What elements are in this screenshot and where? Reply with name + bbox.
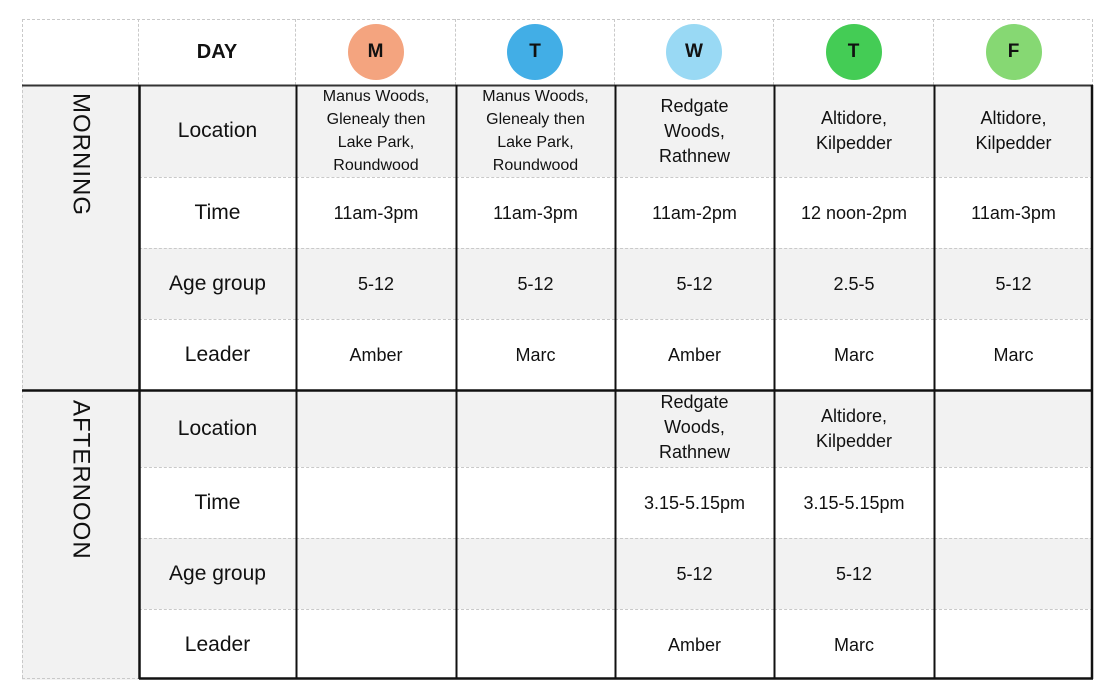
row-label-location-afternoon: Location — [139, 390, 296, 467]
header-corner-cell — [22, 19, 139, 85]
morning-location-mon: Manus Woods, Glenealy then Lake Park, Roundwood — [296, 85, 456, 177]
section-afternoon-title: AFTERNOON — [67, 400, 95, 560]
day-header-friday — [934, 19, 1093, 85]
morning-time-wed: 11am-2pm — [615, 177, 774, 248]
morning-time-tue: 11am-3pm — [456, 177, 615, 248]
morning-time-fri: 11am-3pm — [934, 177, 1093, 248]
morning-leader-wed: Amber — [615, 319, 774, 390]
morning-location-wed: Redgate Woods, Rathnew — [615, 85, 774, 177]
day-header-thursday — [774, 19, 934, 85]
morning-age-mon: 5-12 — [296, 248, 456, 319]
afternoon-leader-wed: Amber — [615, 609, 774, 680]
afternoon-age-fri — [934, 538, 1093, 609]
afternoon-time-wed: 3.15-5.15pm — [615, 467, 774, 538]
row-label-age-group: Age group — [139, 248, 296, 319]
morning-age-wed: 5-12 — [615, 248, 774, 319]
afternoon-location-wed: Redgate Woods, Rathnew — [615, 390, 774, 467]
afternoon-location-thu: Altidore, Kilpedder — [774, 390, 934, 467]
morning-age-tue: 5-12 — [456, 248, 615, 319]
schedule-table — [22, 19, 1093, 679]
afternoon-age-tue — [456, 538, 615, 609]
row-label-leader: Leader — [139, 319, 296, 390]
row-label-location: Location — [139, 85, 296, 177]
morning-leader-thu: Marc — [774, 319, 934, 390]
day-circle-thursday: T — [826, 24, 882, 80]
morning-time-thu: 12 noon-2pm — [774, 177, 934, 248]
afternoon-age-mon — [296, 538, 456, 609]
afternoon-leader-tue — [456, 609, 615, 680]
day-circle-monday: M — [348, 24, 404, 80]
row-label-time: Time — [139, 177, 296, 248]
afternoon-location-tue — [456, 390, 615, 467]
day-circle-wednesday: W — [666, 24, 722, 80]
morning-leader-fri: Marc — [934, 319, 1093, 390]
day-header-label: DAY — [139, 19, 296, 85]
day-circle-tuesday: T — [507, 24, 563, 80]
afternoon-leader-thu: Marc — [774, 609, 934, 680]
afternoon-time-mon — [296, 467, 456, 538]
day-header-tuesday — [456, 19, 615, 85]
afternoon-leader-fri — [934, 609, 1093, 680]
morning-location-fri: Altidore, Kilpedder — [934, 85, 1093, 177]
afternoon-age-wed: 5-12 — [615, 538, 774, 609]
row-label-leader-afternoon: Leader — [139, 609, 296, 680]
section-afternoon — [22, 390, 139, 680]
afternoon-leader-mon — [296, 609, 456, 680]
morning-location-tue: Manus Woods, Glenealy then Lake Park, Roundwood — [456, 85, 615, 177]
morning-location-thu: Altidore, Kilpedder — [774, 85, 934, 177]
morning-age-fri: 5-12 — [934, 248, 1093, 319]
section-morning — [22, 85, 139, 390]
day-header-monday — [296, 19, 456, 85]
afternoon-time-fri — [934, 467, 1093, 538]
section-morning-title: MORNING — [67, 93, 95, 216]
afternoon-location-fri — [934, 390, 1093, 467]
morning-leader-tue: Marc — [456, 319, 615, 390]
row-label-time-afternoon: Time — [139, 467, 296, 538]
afternoon-time-tue — [456, 467, 615, 538]
morning-leader-mon: Amber — [296, 319, 456, 390]
row-label-age-group-afternoon: Age group — [139, 538, 296, 609]
morning-age-thu: 2.5-5 — [774, 248, 934, 319]
afternoon-age-thu: 5-12 — [774, 538, 934, 609]
morning-time-mon: 11am-3pm — [296, 177, 456, 248]
afternoon-time-thu: 3.15-5.15pm — [774, 467, 934, 538]
day-header-wednesday — [615, 19, 774, 85]
day-circle-friday: F — [986, 24, 1042, 80]
afternoon-location-mon — [296, 390, 456, 467]
